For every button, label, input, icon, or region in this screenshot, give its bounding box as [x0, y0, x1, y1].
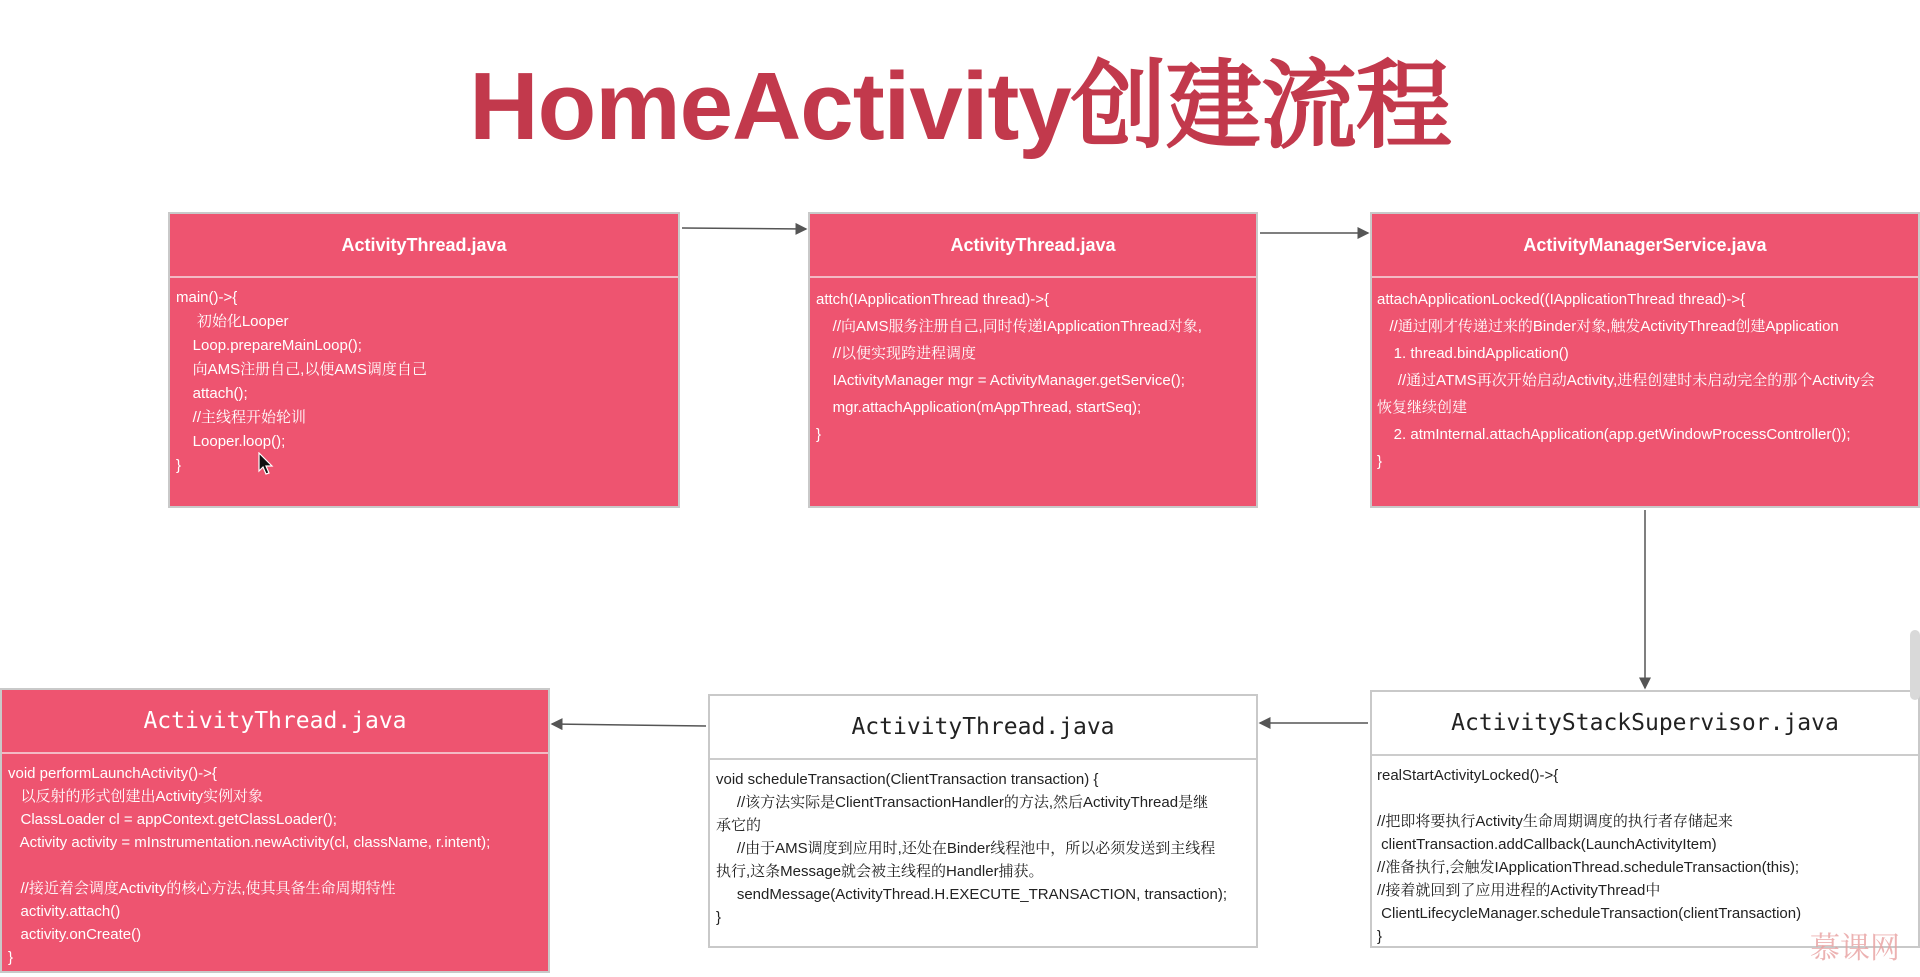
box-header: ActivityManagerService.java	[1372, 214, 1918, 278]
code-line: ClientLifecycleManager.scheduleTransaction(clientTransaction)	[1377, 905, 1802, 922]
code-line: //向AMS服务注册自己,同时传递IApplicationThread对象,	[816, 318, 1202, 335]
code-line: attach();	[176, 385, 248, 402]
box-activitythread-main	[168, 212, 680, 508]
scrollbar-thumb[interactable]	[1910, 630, 1920, 700]
code-line: }	[176, 457, 182, 474]
code-line: }	[1377, 453, 1383, 470]
code-line: ClassLoader cl = appContext.getClassLoader();	[8, 811, 337, 828]
code-line: 初始化Looper	[176, 313, 289, 330]
code-line: sendMessage(ActivityThread.H.EXECUTE_TRANSACTION, transaction);	[716, 886, 1227, 903]
box-body	[1372, 278, 1918, 483]
code-line: //准备执行,会触发IApplicationThread.scheduleTransaction(this);	[1377, 859, 1800, 876]
box-header: ActivityThread.java	[810, 214, 1256, 278]
box-header: ActivityThread.java	[2, 690, 548, 754]
code-line: //通过ATMS再次开始启动Activity,进程创建时未启动完全的那个Activity会	[1377, 372, 1875, 389]
code-line: attch(IApplicationThread thread)->{	[816, 291, 1050, 308]
code-line: 执行,这条Message就会被主线程的Handler捕获。	[716, 863, 1044, 880]
box-body	[810, 278, 1256, 456]
code-line: //接着就回到了应用进程的ActivityThread中	[1377, 882, 1661, 899]
code-line: 以反射的形式创建出Activity实例对象	[8, 788, 264, 805]
box-header: ActivityStackSupervisor.java	[1372, 692, 1918, 756]
code-line: }	[716, 909, 722, 926]
code-line: attachApplicationLocked((IApplicationThread thread)->{	[1377, 291, 1746, 308]
code-line: realStartActivityLocked()->{	[1377, 767, 1559, 784]
code-line: 向AMS注册自己,以便AMS调度自己	[176, 361, 427, 378]
box-activitymanagerservice	[1370, 212, 1920, 508]
box-activitythread-scheduletransaction	[708, 694, 1258, 948]
code-line: void performLaunchActivity()->{	[8, 765, 217, 782]
box-activitythread-attach	[808, 212, 1258, 508]
code-line	[8, 854, 542, 877]
code-line: mgr.attachApplication(mAppThread, startSeq);	[816, 399, 1142, 416]
code-line: activity.attach()	[8, 903, 121, 920]
code-line: }	[1377, 928, 1383, 945]
code-line: //通过刚才传递过来的Binder对象,触发ActivityThread创建Application	[1377, 318, 1839, 335]
code-line: void scheduleTransaction(ClientTransaction transaction) {	[716, 771, 1099, 788]
watermark-logo: 慕课网	[1810, 931, 1900, 966]
code-line: //主线程开始轮训	[176, 409, 307, 426]
code-line	[1377, 787, 1912, 810]
box-header: ActivityThread.java	[170, 214, 678, 278]
box-body	[710, 760, 1256, 937]
code-line: //接近着会调度Activity的核心方法,使其具备生命周期特性	[8, 880, 396, 897]
mouse-pointer-icon	[258, 452, 274, 476]
code-line: 2. atmInternal.attachApplication(app.getWindowProcessController());	[1377, 426, 1851, 443]
box-header: ActivityThread.java	[710, 696, 1256, 760]
code-line: Looper.loop();	[176, 433, 286, 450]
box-body	[2, 754, 548, 977]
code-line: activity.onCreate()	[8, 926, 142, 943]
code-line: //把即将要执行Activity生命周期调度的执行者存储起来	[1377, 813, 1733, 830]
code-line: 恢复继续创建	[1377, 399, 1468, 416]
code-line: //该方法实际是ClientTransactionHandler的方法,然后ActivityThread是继	[716, 794, 1209, 811]
code-line: Loop.prepareMainLoop();	[176, 337, 362, 354]
box-activitythread-performlaunch	[0, 688, 550, 973]
code-line: main()->{	[176, 289, 238, 306]
code-line: }	[8, 949, 14, 966]
code-line: 1. thread.bindApplication()	[1377, 345, 1569, 362]
box-activitystacksupervisor	[1370, 690, 1920, 948]
page-title: HomeActivity创建流程	[469, 53, 1451, 160]
code-line: }	[816, 426, 822, 443]
code-line: //由于AMS调度到应用时,还处在Binder线程池中，所以必须发送到主线程	[716, 840, 1216, 857]
arrow-box1-to-box2	[682, 228, 806, 229]
code-line: //以便实现跨进程调度	[816, 345, 977, 362]
code-line: IActivityManager mgr = ActivityManager.getService();	[816, 372, 1185, 389]
code-line: clientTransaction.addCallback(LaunchActivityItem)	[1377, 836, 1717, 853]
arrow-box5-to-box6	[552, 724, 706, 726]
code-line: 承它的	[716, 817, 762, 834]
code-line: Activity activity = mInstrumentation.newActivity(cl, className, r.intent);	[8, 834, 491, 851]
box-body	[170, 278, 678, 486]
